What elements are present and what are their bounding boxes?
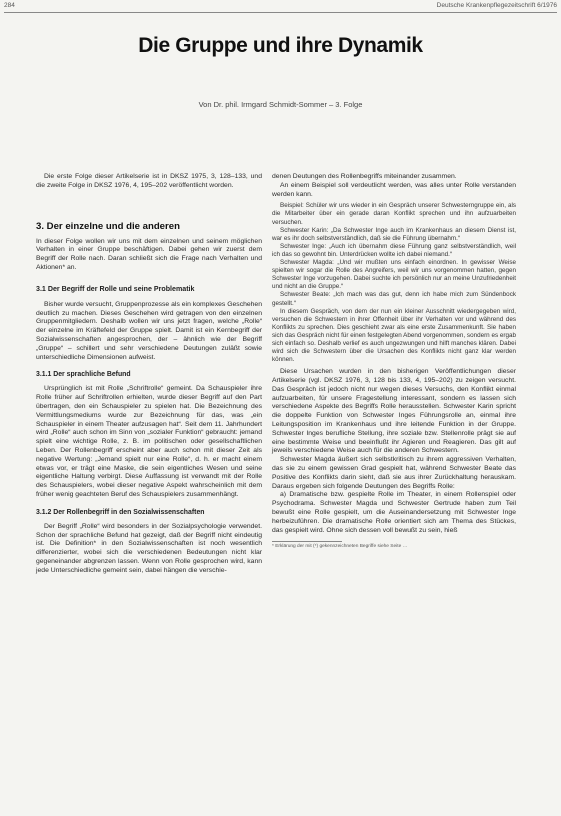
section-intro: In dieser Folge wollen wir uns mit dem einzelnen und seinem möglichen Verhalten in einer Gruppe beschäftigen. Dabei gehen wir zuerst dem Begriff der Rolle nach. Daran schließt sich die Frage nach Verhalten und Aktionen* an. [36,237,262,271]
series-intro: Die erste Folge dieser Artikelserie ist in DKSZ 1975, 3, 128–133, und die zweite Folge in DKSZ 1976, 4, 195–202 veröffentlicht worden. [36,173,262,189]
body-paragraph: denen Deutungen des Rollenbegriffs miteinander zusammen. [272,173,457,180]
body-paragraph: Schwester Magda äußert sich selbstkritisch zu ihrem aggressiven Verhalten, das sie zu einem gewissen Grad gespielt hat, während Schwester Beate das Positive des Konflikts darin sieht, daß sie aus ihrer Zurückhaltung herauskam. Daraus ergeben sich folgende Deutungen des Begriffs Rolle: [272,456,516,490]
page-number: 284 [4,2,15,9]
footnote-rule [272,541,342,542]
header-rule [4,12,557,13]
body-paragraph: Der Begriff „Rolle“ wird besonders in der Sozialpsychologie verwendet. Schon der sprachliche Befund hat gezeigt, daß der Begriff nicht eindeutig ist. Die Definition* in den Sozialwissenschaften ist noch wesentlich differenzierter, wobei sich die verschiedenen Bedeutungen nicht klar gegeneinander abgrenzen lassen. Wenn von Rolle gesprochen wird, kann jede Unterschiedliche gemeint sein, dabei hängen die verschie- [36,522,262,574]
body-paragraph: Bisher wurde versucht, Gruppenprozesse als ein komplexes Geschehen deutlich zu machen. Dieses Geschehen wird getragen von den einzelnen Gruppenmitgliedern. Deshalb wollen wir uns jetzt fragen, welche „Rolle“ der einzelne im Kräftefeld der Gruppe spielt. Damit ist ein Kernbegriff der Sozialwissenschaften angesprochen, der – ähnlich wie der Begriff „Gruppe“ – schillert und sehr verschiedene Deutungen zuläßt sowie unterschiedliche Dimensionen aufweist. [36,300,262,361]
example-quote: In diesem Gespräch, von dem der nun ein kleiner Ausschnitt wiedergegeben wird, versuchen die Schwestern in ihrer Offenheit über ihr Verhalten vor und während des Konflikts zu sprechen. Dies geschieht zwar als eine erste Zusammenkunft. Sie haben sich das Gespräch nicht für einen festgelegten Abend vorgenommen, sondern es ergab sich einfach so. Deshalb verlief es auch ungezwungen und hilft manches klären. Dabei wird sich die Schwestern über die Ursachen des Konflikts nicht ganz klar werden können. [272,307,516,364]
body-paragraph: Diese Ursachen wurden in den bisherigen Veröffentlichungen dieser Artikelserie (vgl. DKSZ 1976, 3, 128 bis 133, 4, 195–202) zu zeigen versucht. Das Gespräch ist jedoch nicht nur wegen dieses Versuchs, den Konflikt einmal aufzuarbeiten, für unsere Fragestellung interessant, sondern es lassen sich verschiedene Aspekte des Begriffs Rolle herausstellen. Schwester Karin spricht die doppelte Funktion von Schwester Inges Führungsrolle an, einmal ihre Leitungsposition im Krankenhaus und ihre leitende Funktion in der Gruppe. Schwester Inges berufliche Stellung, ihre soziale bzw. Stellenrolle prägt sie auf eine bestimmte Weise und beeinflußt ihr Agieren und Reagieren. Das gilt auf jeweils verschiedene Weise auch für die anderen Schwestern. [272,368,516,455]
example-quote: Schwester Beate: „Ich mach was das gut, denn ich habe mich zum Sündenbock gestellt.“ [272,291,516,307]
subsection-heading: 3.1 Der Begriff der Rolle und seine Problematik [36,284,195,293]
body-paragraph: Ursprünglich ist mit Rolle „Schriftrolle“ gemeint. Da Schauspieler ihre Rolle früher auf Schriftrollen erhielten, wurde dieser Begriff auf den Part übertragen, den ein Schauspieler zu spielen hat. Die Bezeichnung des Vermittlungsmediums wurde zur Bezeichnung für das, was „ein Schauspieler in einem Theater aufzusagen hat“. Seit dem 11. Jahrhundert wird „Rolle“ auch schon im Sinn von „sozialer Funktion“ gebraucht: jemand spielt eine wichtige Rolle, z. B. im politischen oder gesellschaftlichen Leben. Der Rollenbegriff erscheint aber auch schon mit dieser Zeit als negative Wertung: „Jemand spielt nur eine Rolle“, d. h. er macht einem etwas vor, er trägt eine Maske, die sein eigentliches Wesen und seine eigentliche Haltung verbirgt. Diese Auffassung ist verwandt mit der Rolle des Schauspielers, wobei dieser negative Aspekt wahrscheinlich mit dem früher wenig geachteten Beruf des Schauspielers zusammenhängt. [36,385,262,498]
footnote: * Erklärung der mit (*) gekennzeichneten Begriffe siehe Seite … [272,544,408,550]
body-paragraph: An einem Beispiel soll verdeutlicht werden, was alles unter Rolle verstanden werden kann. [272,181,516,198]
article-title: Die Gruppe und ihre Dynamik [138,34,423,57]
example-quote: Schwester Magda: „Und wir mußten uns einfach einordnen. In gewisser Weise spielten wir sogar die Rolle des Angreifers, weil wir uns vorgenommen hatten, gegen Schwester Inge vorzugehen. Dabei suchte ich persönlich nur an meine Unzufriedenheit und nicht an die Gruppe.“ [272,259,516,291]
article-byline: Von Dr. phil. Irmgard Schmidt-Sommer – 3. Folge [198,100,363,109]
example-quote: Schwester Karin: „Da Schwester Inge auch im Krankenhaus an diesem Dienst ist, war es ihr doch selbstverständlich, daß sie die Führung übernahm.“ [272,226,516,242]
body-paragraph: a) Dramatische bzw. gespielte Rolle im Theater, in einem Rollenspiel oder Psychodrama. Schwester Magda und Schwester Gertrude haben zum Teil bewußt eine Rolle gespielt, um die Auseinandersetzung mit Schwester Inge herbeizuführen. Die dramatische Rolle orientiert sich am Thema des Stückes, das gespielt wird. Ohne sich dessen voll bewußt zu sein, hieß [272,491,516,534]
section-heading: 3. Der einzelne und die anderen [36,220,180,232]
subsubsection-heading: 3.1.2 Der Rollenbegriff in den Sozialwissenschaften [36,508,205,516]
example-quote: Schwester Inge: „Auch ich übernahm diese Führung ganz selbstverständlich, weil ich das so gewohnt bin. Unterdrücken wollte ich dabei niemand.“ [272,242,516,258]
journal-running-head: Deutsche Krankenpflegezeitschrift 6/1976 [436,2,557,9]
example-quote: Beispiel: Schüler wir uns wieder in ein Gespräch unserer Schwesterngruppe ein, als die Mitarbeiter über ein gerade daran Konflikt sprechen und ihn aufzuarbeiten versuchen. [272,202,516,226]
left-column [36,173,262,576]
right-column [272,173,516,549]
subsubsection-heading: 3.1.1 Der sprachliche Befund [36,371,131,379]
